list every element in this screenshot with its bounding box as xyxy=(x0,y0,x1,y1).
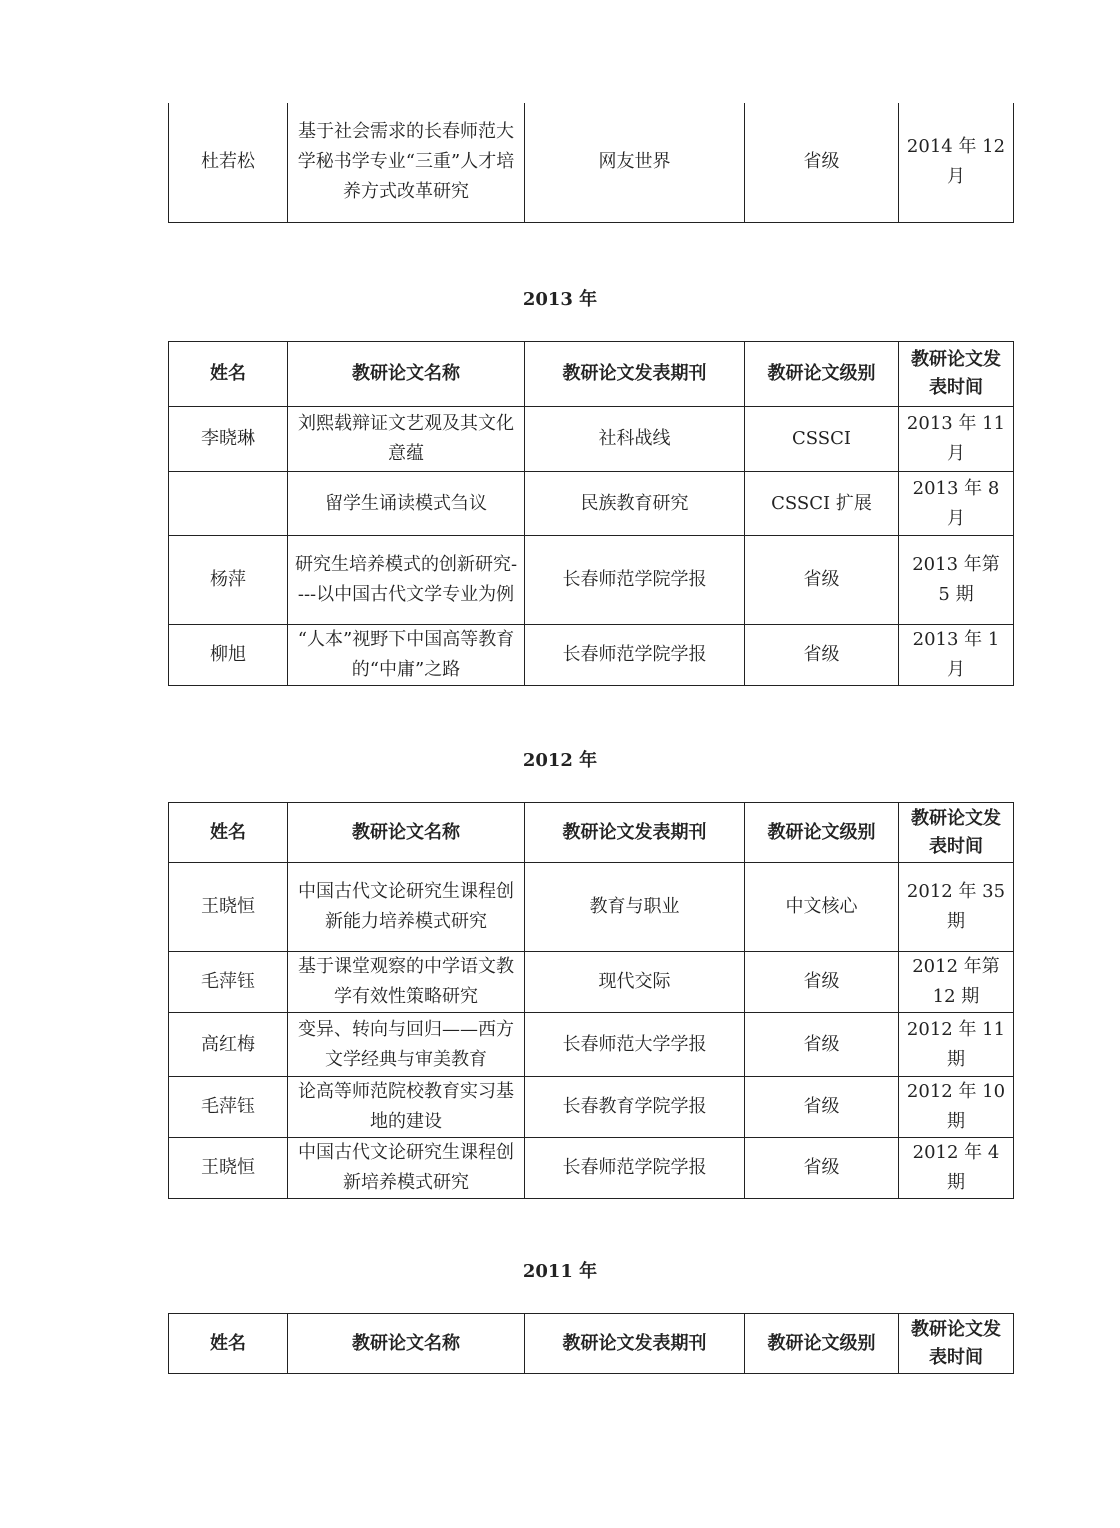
header-author: 姓名 xyxy=(169,342,288,407)
journal-cell: 长春师范学院学报 xyxy=(525,536,745,625)
author-cell: 柳旭 xyxy=(169,625,288,686)
paper-title-cell: 中国古代文论研究生课程创新能力培养模式研究 xyxy=(288,863,525,952)
journal-cell: 长春教育学院学报 xyxy=(525,1077,745,1138)
date-cell: 2012 年 35 期 xyxy=(899,863,1014,952)
table-header-row xyxy=(169,342,1014,407)
table-row xyxy=(169,952,1014,1013)
header-author: 姓名 xyxy=(169,803,288,863)
header-level: 教研论文级别 xyxy=(745,803,899,863)
level-cell: CSSCI xyxy=(745,407,899,472)
header-author: 姓名 xyxy=(169,1314,288,1374)
date-cell: 2013 年第 5 期 xyxy=(899,536,1014,625)
paper-table-continued xyxy=(168,103,1014,223)
date-cell: 2012 年 11 期 xyxy=(899,1013,1014,1077)
journal-cell: 教育与职业 xyxy=(525,863,745,952)
date-cell: 2012 年第 12 期 xyxy=(899,952,1014,1013)
level-cell: 省级 xyxy=(745,625,899,686)
table-row xyxy=(169,1013,1014,1077)
header-title: 教研论文名称 xyxy=(288,803,525,863)
table-row xyxy=(169,863,1014,952)
author-cell xyxy=(169,472,288,536)
section-year-heading: 2013 年 xyxy=(522,289,598,310)
level-cell: 省级 xyxy=(745,536,899,625)
header-level: 教研论文级别 xyxy=(745,1314,899,1374)
header-date: 教研论文发表时间 xyxy=(899,342,1014,407)
paper-title-cell: 研究生培养模式的创新研究----以中国古代文学专业为例 xyxy=(288,536,525,625)
header-title: 教研论文名称 xyxy=(288,342,525,407)
author-cell: 杨萍 xyxy=(169,536,288,625)
date-cell: 2013 年 11 月 xyxy=(899,407,1014,472)
table-row xyxy=(169,536,1014,625)
paper-table-2012 xyxy=(168,802,1014,1199)
header-date: 教研论文发表时间 xyxy=(899,803,1014,863)
author-cell: 王晓恒 xyxy=(169,863,288,952)
journal-cell: 社科战线 xyxy=(525,407,745,472)
date-cell: 2013 年 1 月 xyxy=(899,625,1014,686)
date-cell: 2012 年 10 期 xyxy=(899,1077,1014,1138)
journal-cell: 网友世界 xyxy=(525,103,745,222)
paper-title-cell: “人本”视野下中国高等教育的“中庸”之路 xyxy=(288,625,525,686)
author-cell: 王晓恒 xyxy=(169,1138,288,1199)
section-year-heading: 2011 年 xyxy=(522,1261,598,1282)
author-cell: 毛萍钰 xyxy=(169,952,288,1013)
table-row xyxy=(169,1077,1014,1138)
paper-table-2013 xyxy=(168,341,1014,686)
table-row xyxy=(169,103,1014,222)
author-cell: 毛萍钰 xyxy=(169,1077,288,1138)
header-journal: 教研论文发表期刊 xyxy=(525,803,745,863)
journal-cell: 长春师范大学学报 xyxy=(525,1013,745,1077)
journal-cell: 现代交际 xyxy=(525,952,745,1013)
author-cell: 杜若松 xyxy=(169,103,288,222)
header-journal: 教研论文发表期刊 xyxy=(525,1314,745,1374)
table-row xyxy=(169,625,1014,686)
date-cell: 2013 年 8 月 xyxy=(899,472,1014,536)
level-cell: CSSCI 扩展 xyxy=(745,472,899,536)
paper-title-cell: 中国古代文论研究生课程创新培养模式研究 xyxy=(288,1138,525,1199)
paper-title-cell: 基于课堂观察的中学语文教学有效性策略研究 xyxy=(288,952,525,1013)
level-cell: 省级 xyxy=(745,1077,899,1138)
journal-cell: 民族教育研究 xyxy=(525,472,745,536)
level-cell: 省级 xyxy=(745,1138,899,1199)
header-date: 教研论文发表时间 xyxy=(899,1314,1014,1374)
level-cell: 省级 xyxy=(745,1013,899,1077)
date-cell: 2012 年 4 期 xyxy=(899,1138,1014,1199)
paper-table-2011 xyxy=(168,1313,1014,1374)
paper-title-cell: 刘熙载辩证文艺观及其文化意蕴 xyxy=(288,407,525,472)
header-title: 教研论文名称 xyxy=(288,1314,525,1374)
table-row xyxy=(169,407,1014,472)
table-header-row xyxy=(169,1314,1014,1374)
date-cell: 2014 年 12 月 xyxy=(899,103,1014,222)
journal-cell: 长春师范学院学报 xyxy=(525,625,745,686)
journal-cell: 长春师范学院学报 xyxy=(525,1138,745,1199)
table-row xyxy=(169,1138,1014,1199)
paper-title-cell: 留学生诵读模式刍议 xyxy=(288,472,525,536)
table-row xyxy=(169,472,1014,536)
paper-title-cell: 基于社会需求的长春师范大学秘书学专业“三重”人才培养方式改革研究 xyxy=(288,103,525,222)
level-cell: 省级 xyxy=(745,952,899,1013)
header-journal: 教研论文发表期刊 xyxy=(525,342,745,407)
paper-title-cell: 论高等师范院校教育实习基地的建设 xyxy=(288,1077,525,1138)
level-cell: 中文核心 xyxy=(745,863,899,952)
header-level: 教研论文级别 xyxy=(745,342,899,407)
paper-title-cell: 变异、转向与回归——西方文学经典与审美教育 xyxy=(288,1013,525,1077)
section-year-heading: 2012 年 xyxy=(522,750,598,771)
table-header-row xyxy=(169,803,1014,863)
level-cell: 省级 xyxy=(745,103,899,222)
author-cell: 高红梅 xyxy=(169,1013,288,1077)
author-cell: 李晓琳 xyxy=(169,407,288,472)
